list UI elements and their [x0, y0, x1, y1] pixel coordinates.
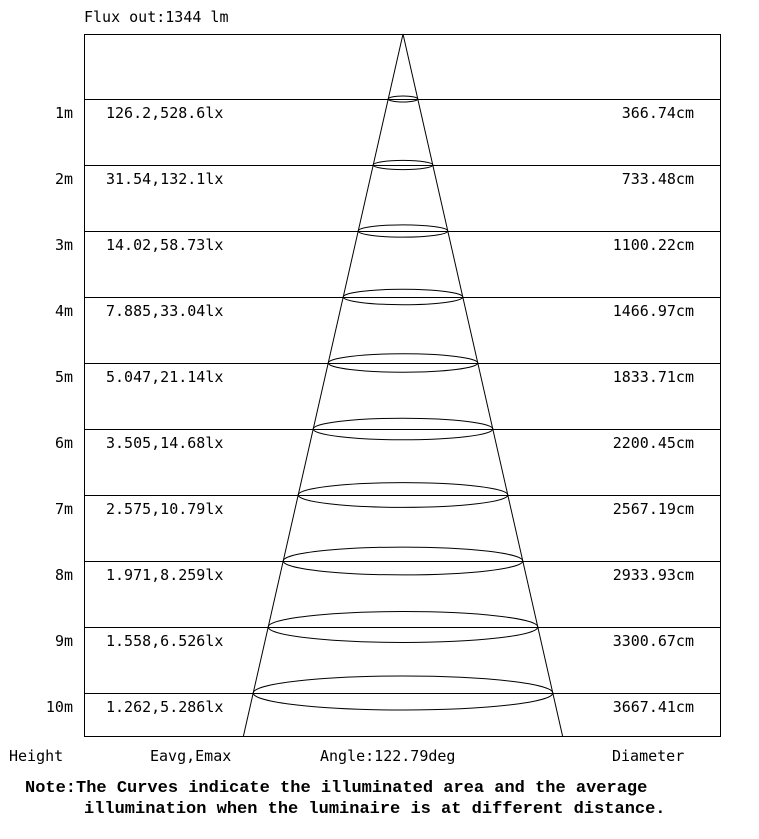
row-illuminance-value: 126.2,528.6lx	[106, 104, 224, 122]
flux-label: Flux out:1344 lm	[84, 8, 229, 26]
angle-label: Angle:122.79deg	[320, 747, 456, 765]
row-height-label: 10m	[45, 698, 73, 716]
row-illuminance-value: 5.047,21.14lx	[106, 368, 224, 386]
row-height-label: 6m	[54, 434, 73, 452]
row-diameter-value: 1100.22cm	[612, 236, 694, 254]
row-illuminance-value: 1.558,6.526lx	[106, 632, 224, 650]
row-diameter-value: 366.74cm	[621, 104, 694, 122]
beam-ellipses	[253, 96, 553, 710]
row-height-label: 7m	[54, 500, 73, 518]
row-dividers	[84, 100, 720, 694]
row-diameter-value: 733.48cm	[621, 170, 694, 188]
row-illuminance-value: 1.971,8.259lx	[106, 566, 224, 584]
row-illuminance-value: 14.02,58.73lx	[106, 236, 224, 254]
row-height-label: 2m	[54, 170, 73, 188]
values-column-label: Eavg,Emax	[150, 747, 232, 765]
row-illuminance-value: 1.262,5.286lx	[106, 698, 224, 716]
row-illuminance-value: 31.54,132.1lx	[106, 170, 224, 188]
row-height-label: 3m	[54, 236, 73, 254]
row-labels	[46, 104, 694, 716]
row-diameter-value: 1466.97cm	[612, 302, 694, 320]
row-height-label: 5m	[54, 368, 73, 386]
row-height-label: 4m	[54, 302, 73, 320]
cone-left-edge	[243, 34, 403, 736]
row-diameter-value: 2567.19cm	[612, 500, 694, 518]
row-illuminance-value: 2.575,10.79lx	[106, 500, 224, 518]
note-line-1: Note:The Curves indicate the illuminated area and the average	[25, 779, 648, 798]
height-column-label: Height	[9, 747, 64, 765]
cone-right-edge	[403, 34, 563, 736]
row-illuminance-value: 7.885,33.04lx	[106, 302, 224, 320]
row-height-label: 8m	[54, 566, 73, 584]
row-height-label: 1m	[54, 104, 73, 122]
row-diameter-value: 3667.41cm	[612, 698, 694, 716]
row-diameter-value: 1833.71cm	[612, 368, 694, 386]
beam-cone	[243, 34, 562, 736]
diameter-column-label: Diameter	[612, 747, 685, 765]
row-illuminance-value: 3.505,14.68lx	[106, 434, 224, 452]
row-diameter-value: 3300.67cm	[612, 632, 694, 650]
note-line-2: illumination when the luminaire is at different distance.	[84, 800, 666, 819]
row-diameter-value: 2200.45cm	[612, 434, 694, 452]
row-diameter-value: 2933.93cm	[612, 566, 694, 584]
row-height-label: 9m	[54, 632, 73, 650]
